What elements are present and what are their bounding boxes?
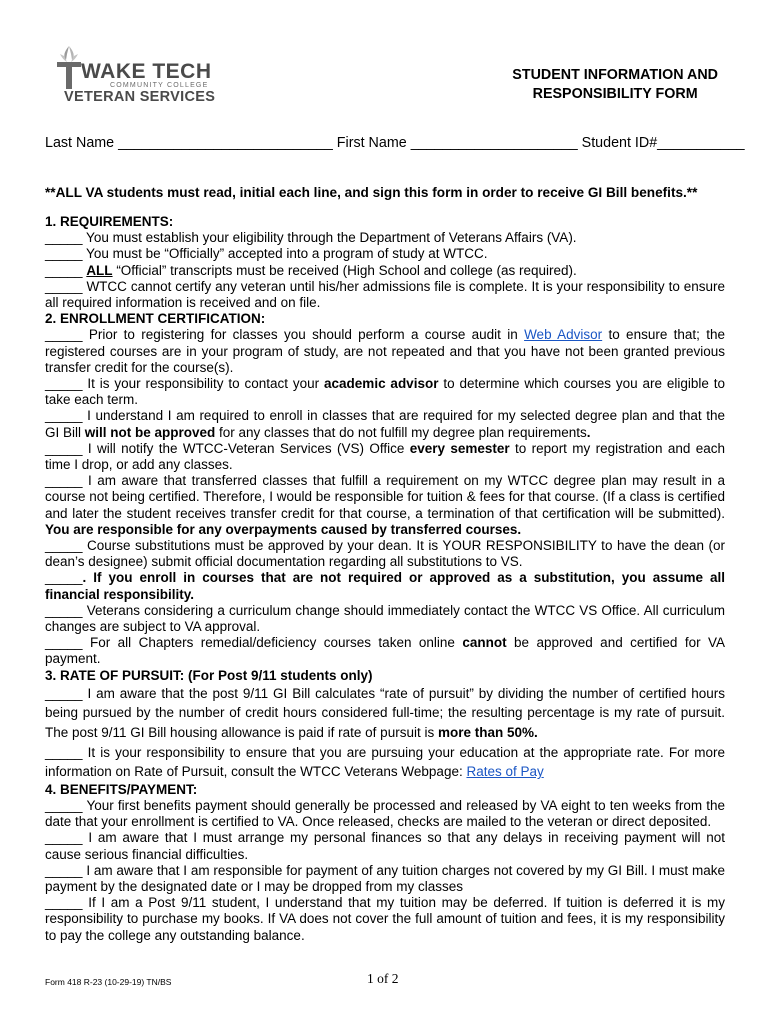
item-text: I am aware that transferred classes that fulfill a requirement on my WTCC degree plan may result in a course not being certified. Therefore, I would be responsible for tuition & fees for that course. (If a class is certified and later the student receives transfer credit for that course, a termination of that certification will be submitted). — [45, 473, 725, 521]
initial-line — [45, 263, 725, 279]
initial-line — [45, 895, 725, 944]
initial-blank[interactable]: _____ — [45, 830, 83, 846]
logo-text-veteran-services: VETERAN SERVICES — [64, 89, 216, 105]
form-title — [512, 66, 718, 104]
initial-line — [45, 635, 725, 667]
logo-text-community-college: COMMUNITY COLLEGE — [110, 82, 209, 89]
initial-blank[interactable]: _____ — [45, 473, 83, 489]
initial-blank[interactable]: _____ — [45, 538, 83, 554]
item-text: You must be “Officially” accepted into a program of study at WTCC. — [82, 246, 488, 262]
initial-blank[interactable]: _____ — [45, 602, 83, 618]
item-bold-text: every semester — [409, 440, 510, 456]
item-text: Veterans considering a curriculum change should immediately contact the WTCC VS Office. All curriculum changes are subject to VA approval. — [45, 602, 725, 635]
initial-blank[interactable]: _____ — [45, 895, 83, 911]
initial-blank[interactable]: _____ — [45, 685, 83, 701]
item-text: be approved and certified for VA payment. — [45, 635, 726, 667]
initial-line — [45, 863, 725, 895]
item-text: to ensure that; the registered courses are in your program of study, are not repeated and that you have not been granted previous transfer credit for the course(s). — [45, 327, 725, 375]
logo-text-wake-tech: WAKE TECH — [81, 60, 212, 83]
initial-blank[interactable]: _____ — [45, 862, 83, 878]
item-text: Course substitutions must be approved by your dean. It is YOUR RESPONSIBILITY to have the dean (or dean’s designee) submit official documentation regarding all substitutions to VS. — [45, 538, 725, 570]
initial-blank[interactable]: _____ — [45, 440, 83, 456]
initial-line — [45, 798, 725, 830]
item-bold-text: If you enroll in courses that are not required or approved as a substitution, you assume all financial responsibility. — [45, 570, 725, 602]
initial-blank[interactable]: _____ — [45, 246, 83, 262]
initial-line — [45, 473, 725, 538]
initial-blank[interactable]: _____ — [45, 408, 83, 424]
section-enrollment-heading: 2. ENROLLMENT CERTIFICATION: — [45, 311, 266, 327]
torch-icon — [54, 44, 84, 94]
initial-blank[interactable]: _____ — [45, 744, 83, 760]
initial-line — [45, 246, 725, 262]
first-name-field[interactable]: _____________________ — [410, 135, 578, 151]
item-bold-text: . — [82, 570, 94, 586]
form-content — [45, 214, 725, 944]
section-requirements-heading: 1. REQUIREMENTS: — [45, 214, 174, 229]
item-text: It is your responsibility to contact your — [82, 376, 325, 392]
student-id-field[interactable]: ___________ — [657, 135, 745, 151]
initial-line — [45, 830, 725, 862]
section-rate-of-pursuit-heading: 3. RATE OF PURSUIT: (For Post 9/11 students only) — [45, 667, 373, 683]
item-text: to report my registration and each time I drop, or add any classes. — [45, 440, 725, 473]
initial-blank[interactable]: _____ — [45, 327, 83, 343]
last-name-label: Last Name — [45, 135, 115, 151]
item-text: I will notify the WTCC-Veteran Services (VS) Office — [82, 440, 410, 456]
item-text: I am aware that I must arrange my personal finances so that any delays in receiving payment will not cause serious financial difficulties. — [45, 830, 725, 862]
initial-line — [45, 279, 725, 311]
form-title-line2: RESPONSIBILITY FORM — [532, 86, 698, 102]
item-text: Your first benefits payment should generally be processed and released by VA eight to ten weeks from the date that your enrollment is certified to VA. Once released, checks are mailed to the veteran or direct deposited. — [45, 798, 725, 830]
initial-line — [45, 684, 725, 743]
rates-of-pay-link[interactable]: Rates of Pay — [466, 764, 544, 780]
item-bold-text: . — [586, 424, 591, 440]
item-text: If I am a Post 9/11 student, I understand that my tuition may be deferred. If tuition is deferred it is my responsibility to purchase my books. If VA does not cover the full amount of tuition and fees, it is my responsibility to pay the college any outstanding balance. — [45, 895, 725, 943]
emphasis-all: ALL — [86, 262, 113, 278]
item-text: for any classes that do not fulfill my degree plan requirements — [215, 424, 587, 440]
item-bold-text: will not be approved — [84, 424, 216, 440]
item-text: It is your responsibility to ensure that you are pursuing your education at the appropriate rate. For more information on Rate of Pursuit, consult the WTCC Veterans Webpage: — [45, 744, 725, 780]
item-text: WTCC cannot certify any veteran until his/her admissions file is complete. It is your responsibility to ensure all required information is received and on file. — [45, 278, 725, 311]
initial-blank[interactable]: _____ — [45, 570, 83, 586]
initial-line — [45, 743, 725, 782]
initial-line — [45, 327, 725, 376]
student-id-label: Student ID# — [581, 135, 658, 151]
item-text: “Official” transcripts must be received (High School and college (as required). — [112, 262, 577, 278]
initial-blank[interactable]: _____ — [45, 262, 83, 278]
section-benefits-heading: 4. BENEFITS/PAYMENT: — [45, 781, 198, 797]
item-bold-text: You are responsible for any overpayments caused by transferred courses. — [45, 521, 522, 537]
form-title-line1: STUDENT INFORMATION AND — [512, 67, 718, 83]
initial-blank[interactable]: _____ — [45, 798, 83, 814]
initial-line — [45, 441, 725, 473]
initial-line — [45, 603, 725, 635]
page-number: 1 of 2 — [367, 971, 399, 986]
initial-blank[interactable]: _____ — [45, 635, 83, 651]
last-name-field[interactable]: ___________________________ — [118, 135, 333, 151]
initial-blank[interactable]: _____ — [45, 376, 83, 392]
wake-tech-logo — [54, 44, 214, 104]
initial-line — [45, 230, 725, 246]
form-code: Form 418 R-23 (10-29-19) TN/BS — [45, 977, 172, 987]
item-bold-text: more than 50%. — [437, 725, 538, 741]
item-text: I am aware that the post 9/11 GI Bill calculates “rate of pursuit” by dividing the number of certified hours being pursued by the number of credit hours considered full-time; the resulting percentage is my rate of pursuit. The post 9/11 GI Bill housing allowance is paid if rate of pursuit is — [45, 685, 725, 741]
important-notice: **ALL VA students must read, initial each line, and sign this form in order to receive GI Bill benefits.** — [45, 185, 698, 200]
item-text: to determine which courses you are eligible to take each term. — [45, 376, 725, 408]
initial-blank[interactable]: _____ — [45, 278, 83, 294]
initial-line — [45, 538, 725, 570]
item-bold-text: cannot — [462, 635, 507, 651]
web-advisor-link[interactable]: Web Advisor — [524, 327, 603, 343]
item-text: I understand I am required to enroll in classes that are required for my selected degree plan and that the GI Bill — [45, 408, 725, 440]
student-name-row — [45, 134, 745, 152]
initial-line — [45, 408, 725, 440]
initial-blank[interactable]: _____ — [45, 230, 83, 246]
item-text: Prior to registering for classes you should perform a course audit in — [82, 327, 525, 343]
item-text: For all Chapters remedial/deficiency courses taken online — [82, 635, 463, 651]
item-bold-text: academic advisor — [324, 376, 439, 392]
first-name-label: First Name — [336, 135, 407, 151]
item-text: I am aware that I am responsible for payment of any tuition charges not covered by my GI Bill. I must make payment by the designated date or I may be dropped from my classes — [45, 862, 725, 895]
item-text: You must establish your eligibility through the Department of Veterans Affairs (VA). — [82, 230, 577, 246]
initial-line — [45, 376, 725, 408]
initial-line — [45, 570, 725, 602]
